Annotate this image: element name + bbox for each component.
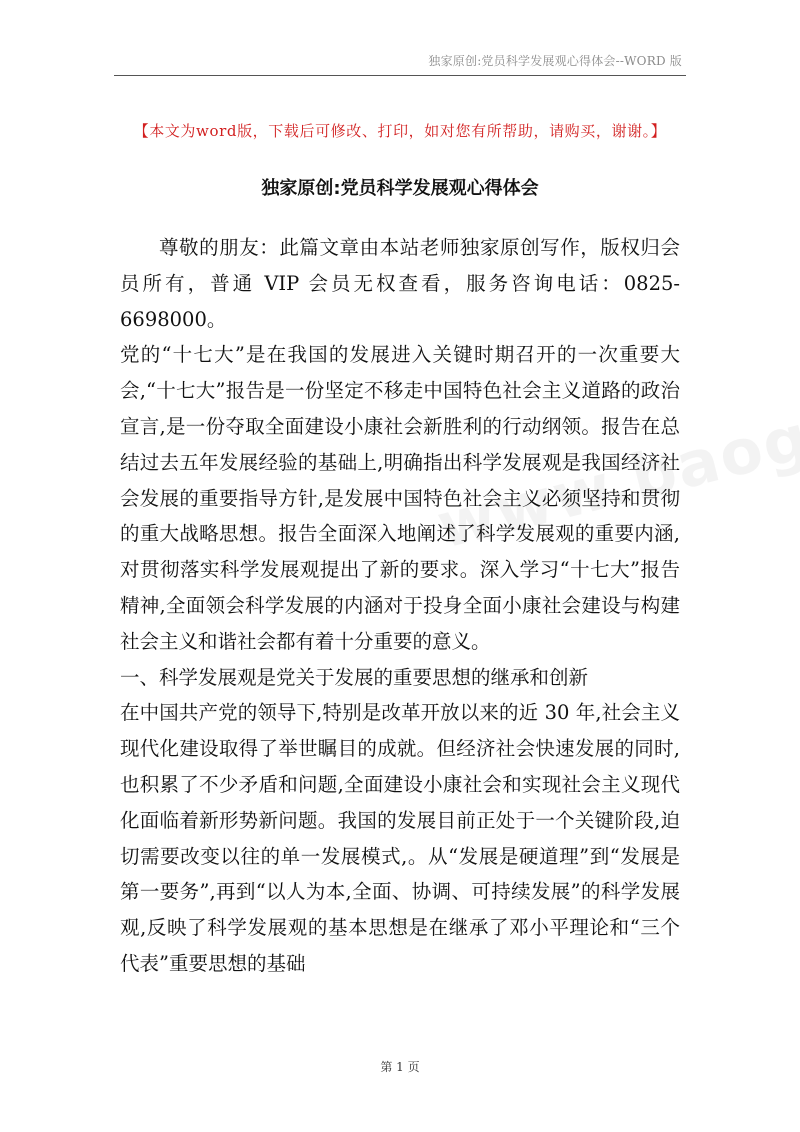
running-header: 独家原创:党员科学发展观心得体会--WORD 版	[428, 54, 682, 68]
header-divider	[114, 75, 686, 76]
body-paragraph: 党的“十七大”是在我国的发展进入关键时期召开的一次重要大会,“十七大”报告是一份坚定不移走中国特色社会主义道路的政治宣言,是一份夺取全面建设小康社会新胜利的行动纲领。报告在总结过去五年发展经验的基础上,明确指出科学发展观是我国经济社会发展的重要指导方针,是发展中国特色社会主义必须坚持和贯彻的重大战略思想。报告全面深入地阐述了科学发展观的重要内涵,对贯彻落实科学发展观提出了新的要求。深入学习“十七大”报告精神,全面领会科学发展的内涵对于投身全面小康社会建设与构建社会主义和谐社会都有着十分重要的意义。	[120, 343, 680, 653]
page-number: 第 1 页	[380, 1060, 420, 1074]
body-paragraph: 在中国共产党的领导下,特别是改革开放以来的近 30 年,社会主义现代化建设取得了举世瞩目的成就。但经济社会快速发展的同时,也积累了不少矛盾和问题,全面建设小康社会和实现社会主义现代化面临着新形势新问题。我国的发展目前正处于一个关键阶段,迫切需要改变以往的单一发展模式,。从“发展是硬道理”到“发展是第一要务”,再到“以人为本,全面、协调、可持续发展”的科学发展观,反映了科学发展观的基本思想是在继承了邓小平理论和“三个代表”重要思想的基础	[120, 701, 680, 975]
section-heading: 一、科学发展观是党关于发展的重要思想的继承和创新	[120, 665, 589, 689]
copyright-paragraph: 尊敬的朋友：此篇文章由本站老师独家原创写作，版权归会员所有，普通 VIP 会员无权查看，服务咨询电话：0825-6698000。	[120, 236, 680, 331]
document-title: 独家原创:党员科学发展观心得体会	[261, 178, 539, 199]
purchase-notice: 【本文为word版，下载后可修改、打印，如对您有所帮助，请购买，谢谢。】	[133, 122, 667, 140]
document-body	[120, 230, 680, 982]
